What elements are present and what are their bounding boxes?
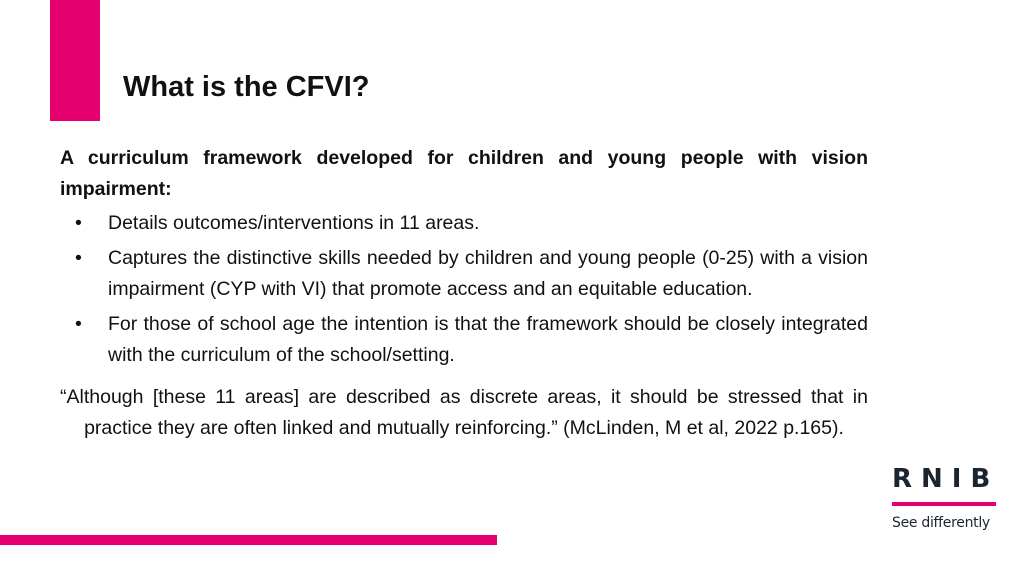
slide-content bbox=[60, 143, 868, 444]
logo-tagline: See differently bbox=[892, 515, 990, 531]
bullet-item bbox=[60, 309, 868, 371]
logo-underline bbox=[892, 502, 996, 506]
quote-text: “Although [these 11 areas] are described as discrete areas, it should be stressed that in practice they are often linked and mutually reinforcing.” (McLinden, M et al, 2022 p.165). bbox=[60, 386, 868, 439]
rnib-logo bbox=[892, 464, 1002, 531]
bullet-icon: • bbox=[75, 313, 82, 335]
lead-text: A curriculum framework developed for children and young people with vision impairment: bbox=[60, 147, 868, 200]
bullet-text: For those of school age the intention is that the framework should be closely integrated with the curriculum of the school/setting. bbox=[108, 313, 868, 366]
footer-accent-bar bbox=[0, 535, 497, 545]
bullet-text: Captures the distinctive skills needed by children and young people (0-25) with a vision impairment (CYP with VI) that promote access and an equitable education. bbox=[108, 247, 868, 300]
slide-title: What is the CFVI? bbox=[123, 71, 370, 103]
bullet-icon: • bbox=[75, 247, 82, 269]
logo-wordmark: RNIB bbox=[892, 464, 1000, 494]
bullet-list bbox=[60, 208, 868, 371]
bullet-item bbox=[60, 243, 868, 305]
bullet-text: Details outcomes/interventions in 11 areas. bbox=[108, 212, 480, 234]
accent-bar bbox=[50, 0, 100, 121]
bullet-icon: • bbox=[75, 212, 82, 234]
bullet-item bbox=[60, 208, 868, 239]
